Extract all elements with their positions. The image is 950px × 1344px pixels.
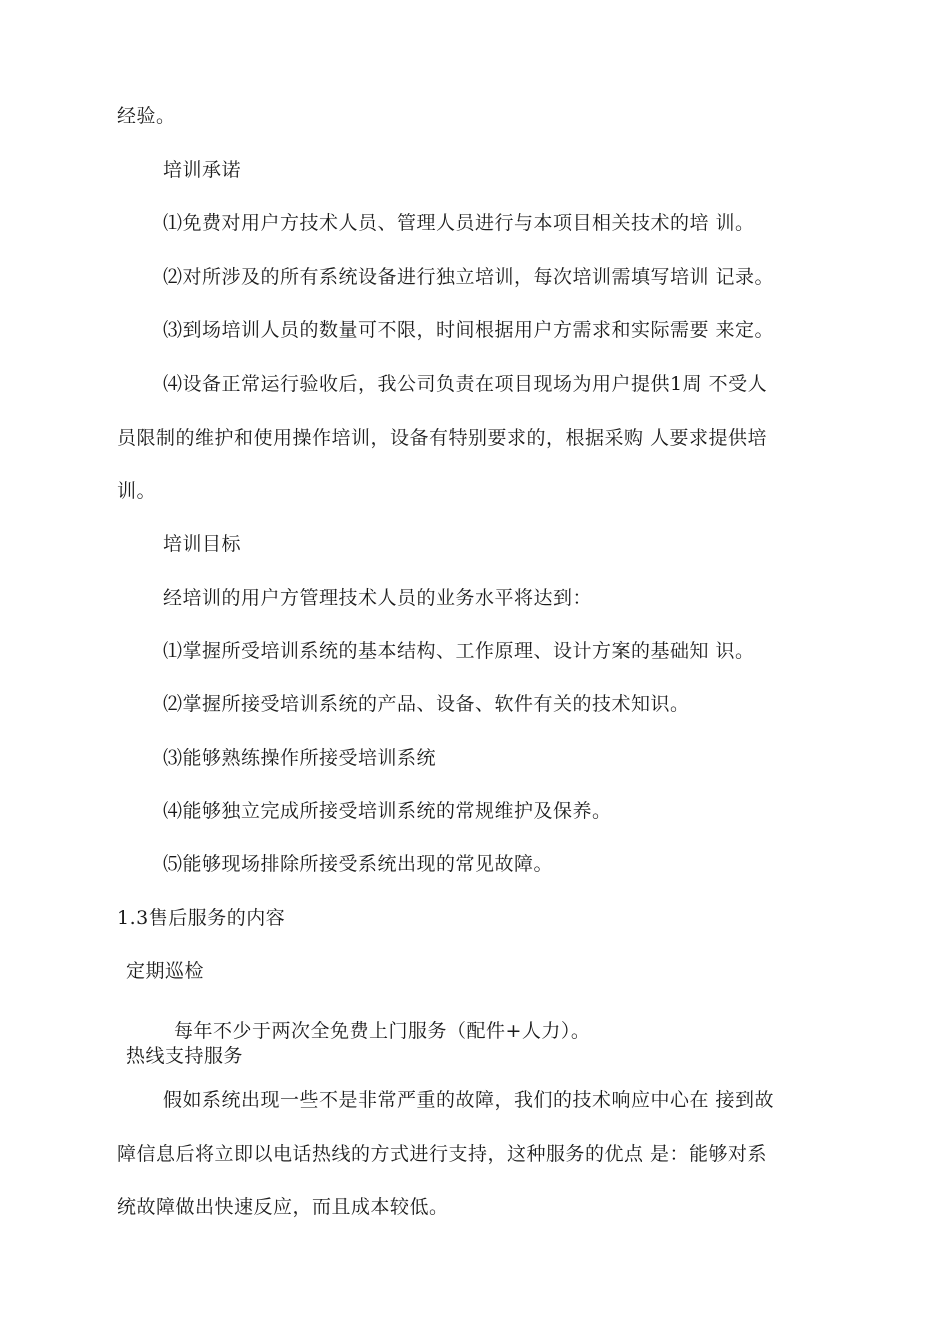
text-line: 每年不少于两次全免费上门服务（配件+人力）。: [174, 1020, 591, 1042]
subheading-hotline-support: 热线支持服务: [126, 1045, 244, 1067]
list-item: ⑴掌握所受培训系统的基本结构、工作原理、设计方案的基础知 识。: [163, 640, 755, 662]
list-item: ⑵掌握所接受培训系统的产品、设备、软件有关的技术知识。: [163, 693, 690, 715]
list-item: ⑷能够独立完成所接受培训系统的常规维护及保养。: [163, 800, 612, 822]
list-item: ⑵对所涉及的所有系统设备进行独立培训，每次培训需填写培训 记录。: [163, 266, 775, 288]
list-item: ⑸能够现场排除所接受系统出现的常见故障。: [163, 853, 554, 875]
subheading-regular-inspection: 定期巡检: [126, 960, 205, 982]
section-heading-training-goals: 培训目标: [163, 533, 242, 555]
list-item: ⑶能够熟练操作所接受培训系统: [163, 747, 437, 769]
section-heading-after-sales: 1.3售后服务的内容: [117, 907, 286, 929]
text-line: 经培训的用户方管理技术人员的业务水平将达到：: [163, 587, 593, 609]
list-item: ⑶到场培训人员的数量可不限，时间根据用户方需求和实际需要 来定。: [163, 319, 775, 341]
text-line: 假如系统出现一些不是非常严重的故障，我们的技术响应中心在 接到故: [163, 1089, 775, 1111]
text-line: 经验。: [117, 105, 176, 127]
text-line: 统故障做出快速反应，而且成本较低。: [117, 1196, 449, 1218]
text-line: 员限制的维护和使用操作培训，设备有特别要求的，根据采购 人要求提供培: [117, 427, 768, 449]
list-item: ⑴免费对用户方技术人员、管理人员进行与本项目相关技术的培 训。: [163, 212, 755, 234]
list-item: ⑷设备正常运行验收后，我公司负责在项目现场为用户提供1周 不受人: [163, 373, 768, 395]
section-heading-training-commitment: 培训承诺: [163, 159, 242, 181]
text-line: 障信息后将立即以电话热线的方式进行支持，这种服务的优点 是：能够对系: [117, 1143, 768, 1165]
text-line: 训。: [117, 480, 157, 502]
